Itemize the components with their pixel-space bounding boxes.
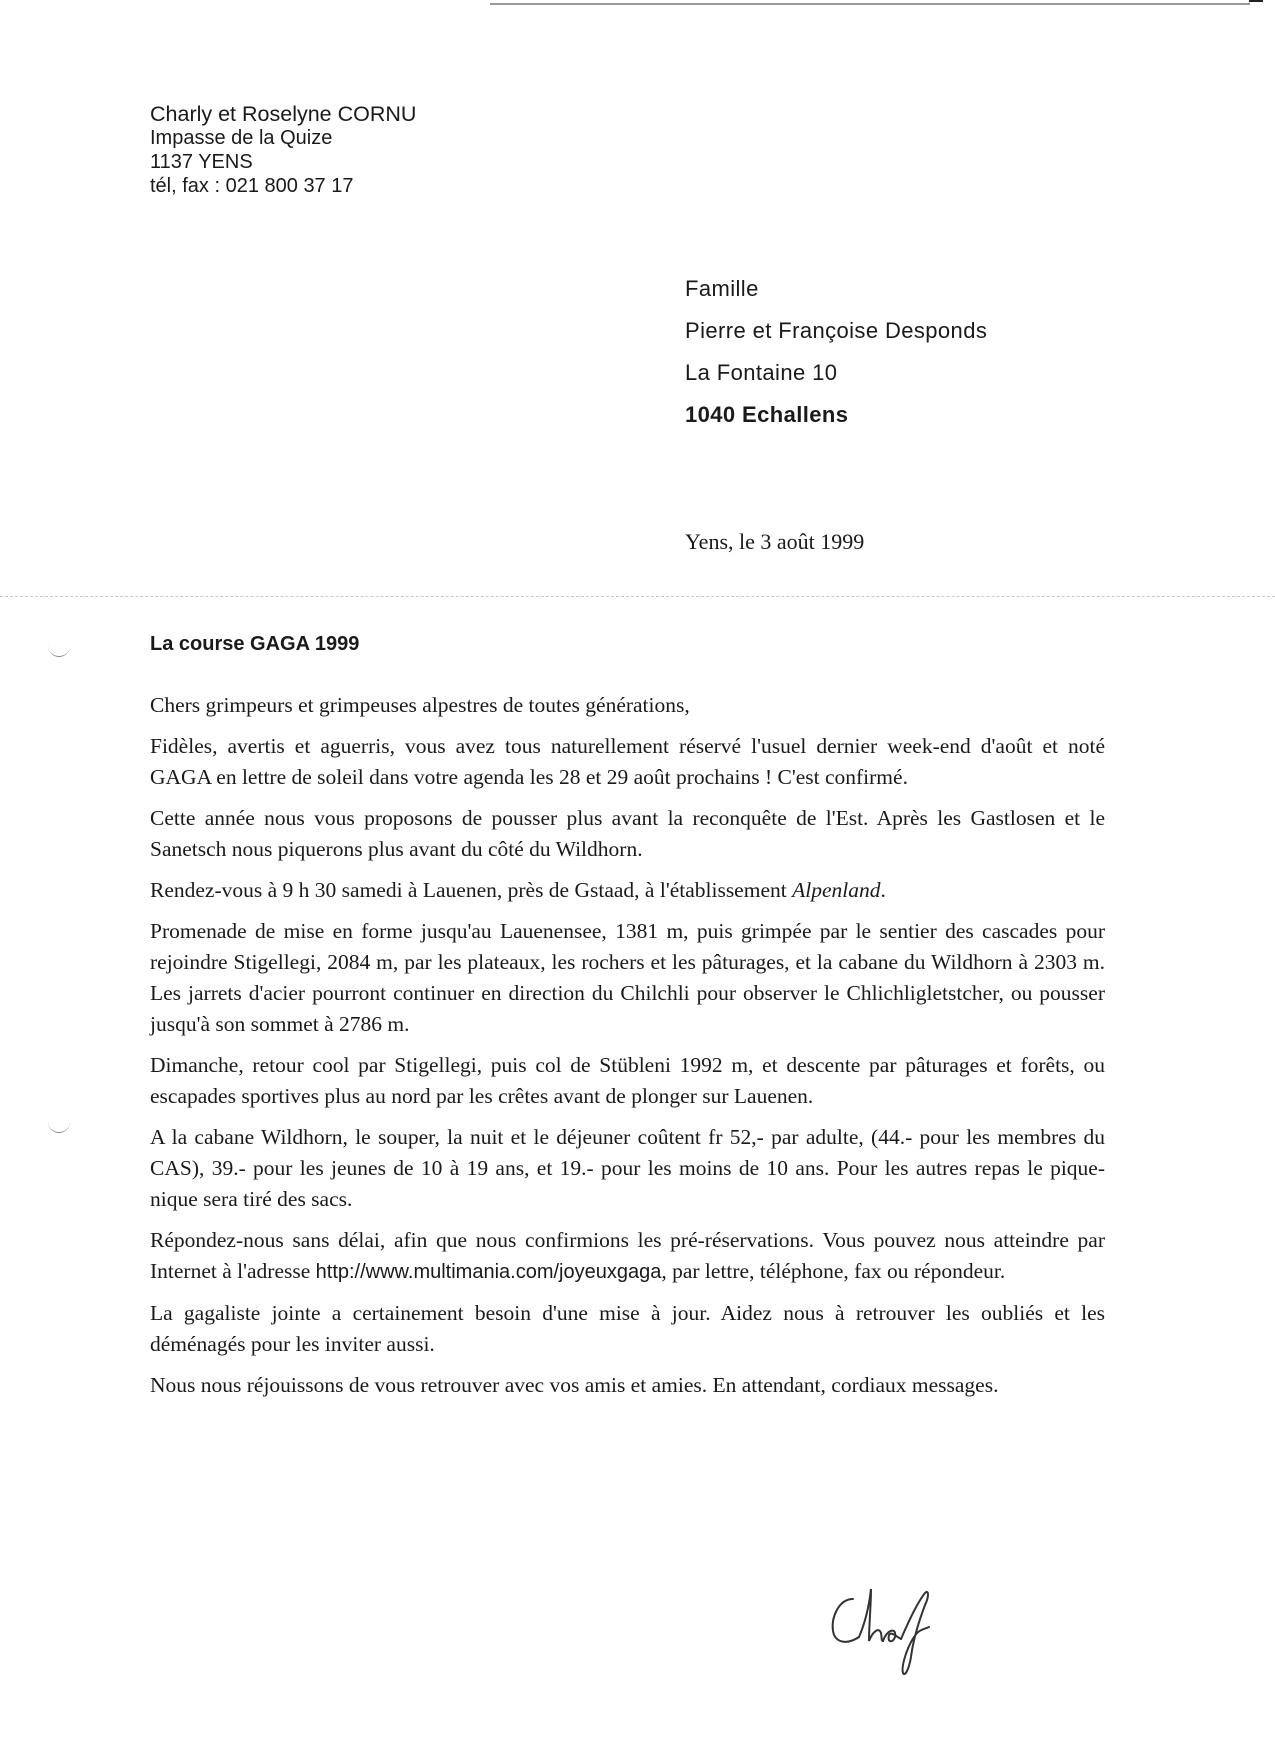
recipient-address [685, 268, 987, 436]
letter-date: Yens, le 3 août 1999 [685, 529, 865, 554]
sender-name: Charly et Roselyne CORNU [150, 102, 417, 126]
handwritten-signature [825, 1585, 945, 1685]
sender-city: 1137 YENS [150, 151, 253, 173]
sender-street: Impasse de la Quize [150, 127, 333, 149]
margin-mark [48, 646, 70, 657]
letter-subject: La course GAGA 1999 [150, 633, 360, 655]
paragraph-text: . [880, 878, 886, 902]
scan-edge-mark [1249, 0, 1263, 2]
sender-address [150, 102, 416, 198]
paragraph: Cette année nous vous proposons de pousser plus avant la reconquête de l'Est. Après les Gastlosen et le Sanetsch nous piquerons plus avant du côté du Wildhorn. [150, 806, 1105, 861]
fold-line [0, 596, 1275, 597]
place-name: Alpenland [792, 878, 881, 902]
website-url: http://www.multimania.com/joyeuxgaga [315, 1261, 662, 1283]
sender-phone: tél, fax : 021 800 37 17 [150, 175, 354, 197]
paragraph: Promenade de mise en forme jusqu'au Lauenensee, 1381 m, puis grimpée par le sentier des cascades pour rejoindre Stigellegi, 2084 m, par les plateaux, les rochers et les pâturages, et la cabane du Wildhorn à 2303 m. Les jarrets d'acier pourront continuer en direction du Chilchli pour observer le Chlichligletstcher, ou pousser jusqu'à son sommet à 2786 m. [150, 919, 1105, 1036]
paragraph-text: Rendez-vous à 9 h 30 samedi à Lauenen, près de Gstaad, à l'établissement [150, 878, 793, 902]
letter-body [150, 690, 1105, 1411]
margin-mark [48, 1122, 70, 1133]
recipient-line2: Pierre et Françoise Desponds [685, 318, 988, 343]
paragraph-text: Répondez-nous sans délai, afin que nous confirmions les pré-réservations. Vous pouvez nous atteindre par Internet à l'adresse [150, 1228, 1105, 1283]
scan-edge-line [490, 3, 1250, 5]
paragraph: A la cabane Wildhorn, le souper, la nuit et le déjeuner coûtent fr 52,- par adulte, (44.- pour les membres du CAS), 39.- pour les jeunes de 10 à 19 ans, et 19.- pour les moins de 10 ans. Pour les autres repas le pique-nique sera tiré des sacs. [150, 1125, 1105, 1211]
paragraph: La gagaliste jointe a certainement besoin d'une mise à jour. Aidez nous à retrouver les oubliés et les déménagés pour les inviter aussi. [150, 1301, 1105, 1356]
paragraph: Fidèles, avertis et aguerris, vous avez tous naturellement réservé l'usuel dernier week-end d'août et noté GAGA en lettre de soleil dans votre agenda les 28 et 29 août prochains ! C'est confirmé. [150, 734, 1105, 789]
paragraph-text: , par lettre, téléphone, fax ou répondeur. [661, 1259, 1006, 1283]
paragraph [150, 1225, 1105, 1288]
paragraph [150, 875, 1105, 906]
paragraph: Nous nous réjouissons de vous retrouver avec vos amis et amies. En attendant, cordiaux messages. [150, 1373, 999, 1397]
paragraph: Dimanche, retour cool par Stigellegi, puis col de Stübleni 1992 m, et descente par pâturages et forêts, ou escapades sportives plus au nord par les crêtes avant de plonger sur Lauenen. [150, 1053, 1105, 1108]
recipient-city: 1040 Echallens [685, 402, 849, 427]
greeting: Chers grimpeurs et grimpeuses alpestres de toutes générations, [150, 693, 690, 717]
recipient-line1: Famille [685, 276, 759, 301]
recipient-street: La Fontaine 10 [685, 360, 838, 385]
